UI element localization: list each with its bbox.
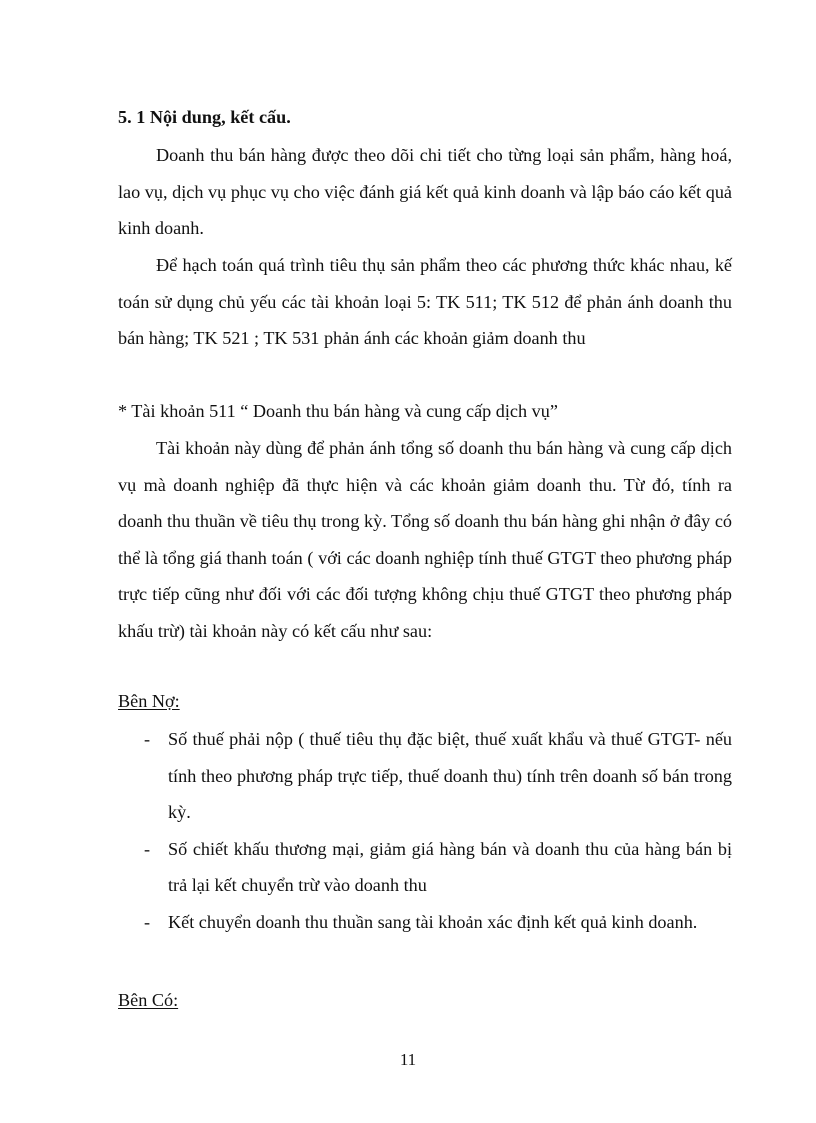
debit-side-label: Bên Nợ: bbox=[118, 691, 180, 711]
list-item-text: Số chiết khấu thương mại, giảm giá hàng bán và doanh thu của hàng bán bị trả lại kết chuyển trừ vào doanh thu bbox=[168, 838, 732, 896]
list-item-text: Số thuế phải nộp ( thuế tiêu thụ đặc biệt, thuế xuất khẩu và thuế GTGT- nếu tính theo phương pháp trực tiếp, thuế doanh thu) tính trên doanh số bán trong kỳ. bbox=[168, 729, 732, 823]
paragraph-revenue-tracking: Doanh thu bán hàng được theo dõi chi tiết cho từng loại sản phẩm, hàng hoá, lao vụ, dịch vụ phục vụ cho việc đánh giá kết quả kinh doanh và lập báo cáo kết quả kinh doanh. bbox=[118, 145, 732, 239]
dash-bullet: - bbox=[144, 911, 151, 932]
list-item-text: Kết chuyển doanh thu thuần sang tài khoản xác định kết quả kinh doanh. bbox=[168, 911, 698, 932]
debit-items-list bbox=[118, 721, 732, 941]
dash-bullet: - bbox=[144, 729, 151, 749]
dash-bullet: - bbox=[144, 838, 151, 859]
credit-side-label: Bên Có: bbox=[118, 990, 179, 1010]
list-item bbox=[118, 831, 732, 904]
list-item bbox=[118, 721, 732, 831]
paragraph-accounts-used: Để hạch toán quá trình tiêu thụ sản phẩm theo các phương thức khác nhau, kế toán sử dụng chủ yếu các tài khoản loại 5: TK 511; TK 512 để phản ánh doanh thu bán hàng; TK 521 ; TK 531 phản ánh các khoản giảm doanh thu bbox=[118, 255, 732, 349]
section-heading: 5. 1 Nội dung, kết cấu. bbox=[118, 107, 291, 127]
page-number: 11 bbox=[399, 1050, 417, 1069]
paragraph-account-511-title: * Tài khoản 511 “ Doanh thu bán hàng và cung cấp dịch vụ” bbox=[118, 401, 558, 421]
list-item bbox=[118, 904, 732, 941]
paragraph-account-511-description: Tài khoản này dùng để phản ánh tổng số doanh thu bán hàng và cung cấp dịch vụ mà doanh nghiệp đã thực hiện và các khoản giảm doanh thu. Từ đó, tính ra doanh thu thuần về tiêu thụ trong kỳ. Tổng số doanh thu bán hàng ghi nhận ở đây có thể là tổng giá thanh toán ( với các doanh nghiệp tính thuế GTGT theo phương pháp trực tiếp cũng như đối với các đối tượng không chịu thuế GTGT theo phương pháp khấu trừ) tài khoản này có kết cấu như sau: bbox=[118, 438, 732, 641]
